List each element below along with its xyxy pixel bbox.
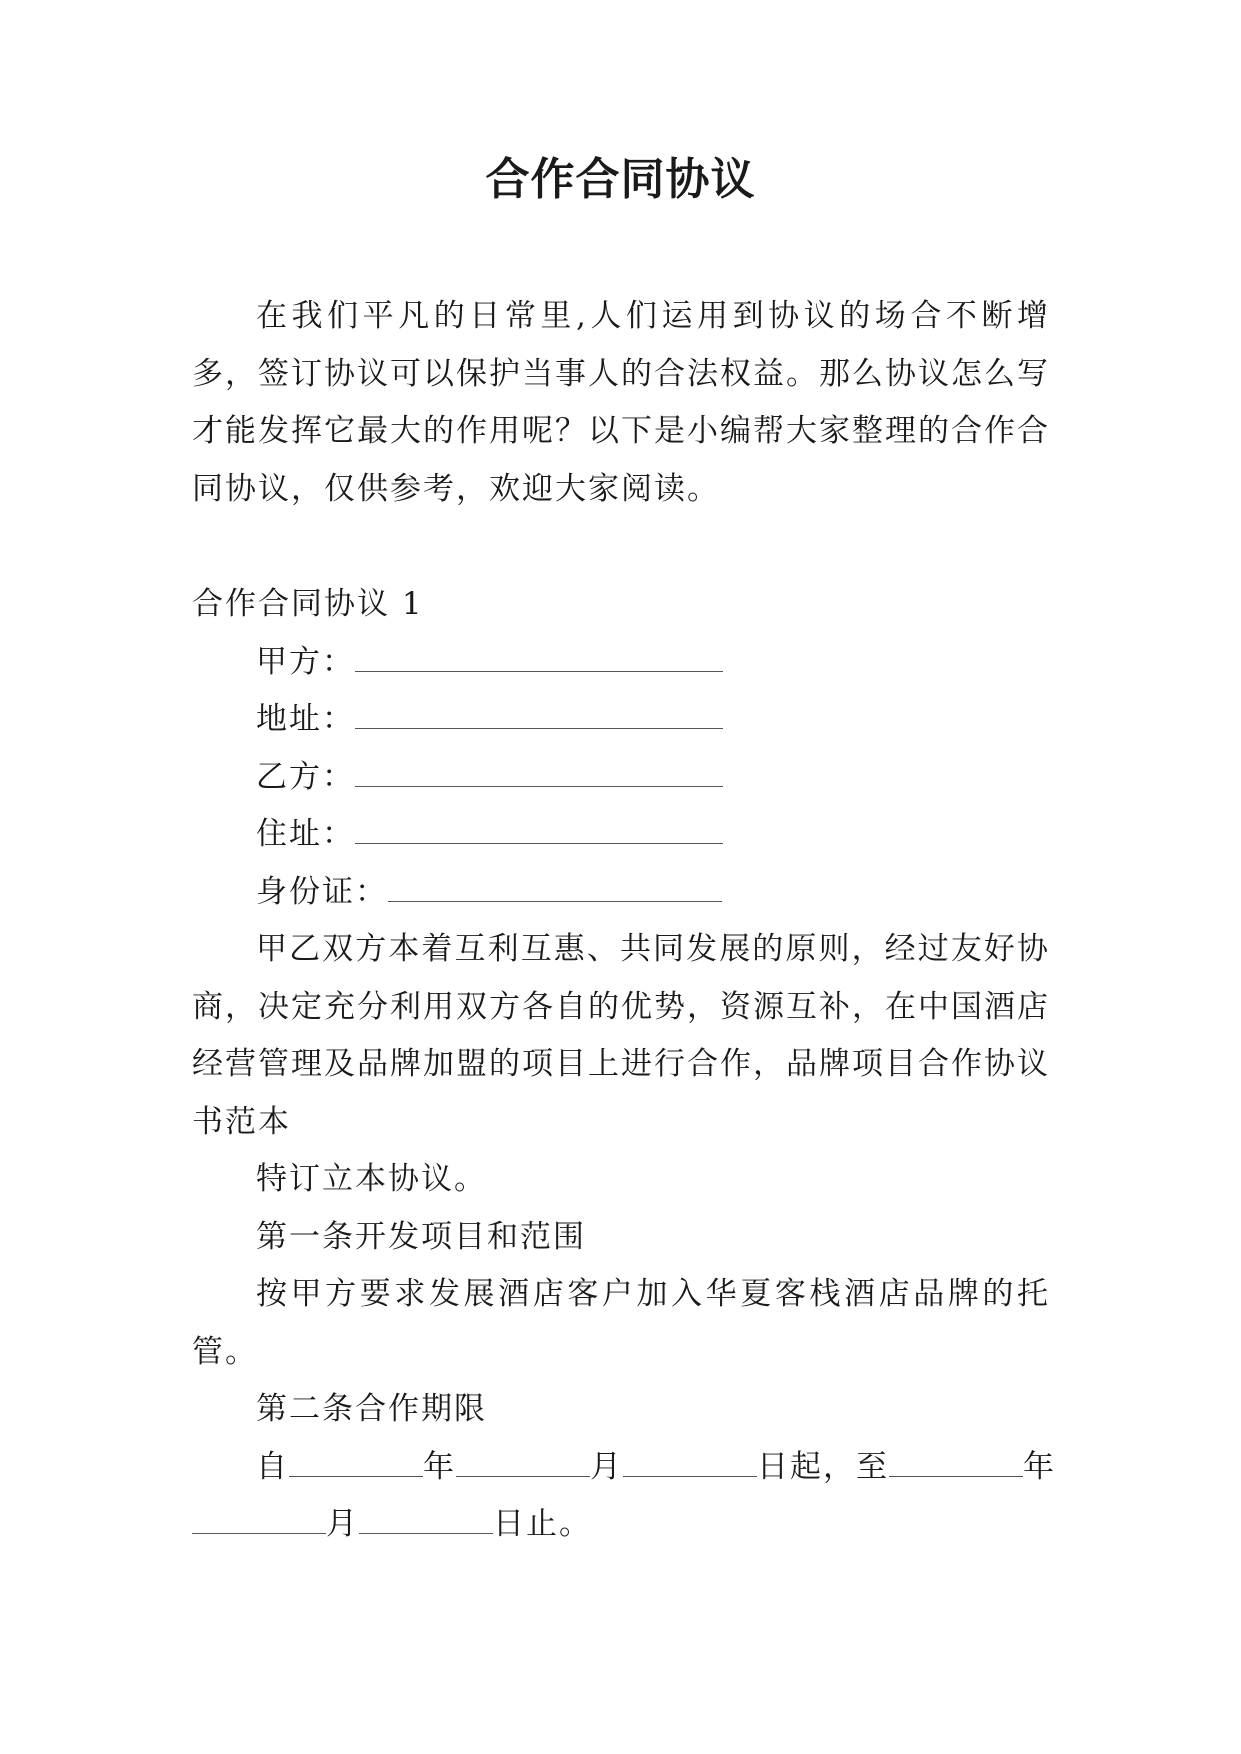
party-a-label: 甲方： (256, 643, 355, 680)
end-month-blank (192, 1513, 326, 1534)
party-b-field (192, 749, 1050, 807)
date-month-label: 月 (590, 1448, 623, 1485)
intro-paragraph: 在我们平凡的日常里,人们运用到协议的场合不断增多，签订协议可以保护当事人的合法权益。那么协议怎么写才能发挥它最大的作用呢？以下是小编帮大家整理的合作合同协议，仅供参考，欢迎大家阅读。 (192, 298, 1050, 507)
date-year-label: 年 (423, 1448, 456, 1485)
start-year-blank (289, 1456, 423, 1477)
start-day-blank (623, 1456, 757, 1477)
preamble-paragraph: 甲乙双方本着互利互惠、共同发展的原则，经过友好协商，决定充分利用双方各自的优势，资源互补，在中国酒店经营管理及品牌加盟的项目上进行合作，品牌项目合作协议书范本 (192, 931, 1050, 1140)
article1-body: 按甲方要求发展酒店客户加入华夏客栈酒店品牌的托管。 (192, 1276, 1050, 1370)
date-year2-label: 年 (1023, 1448, 1056, 1485)
id-card-blank (388, 881, 722, 902)
party-b-blank (355, 766, 723, 787)
id-card-field (192, 864, 1050, 922)
address-field (192, 691, 1050, 749)
intro-section (192, 288, 1050, 518)
document-title: 合作合同协议 (485, 154, 756, 205)
residence-blank (355, 823, 723, 844)
article1-title: 第一条开发项目和范围 (256, 1218, 586, 1255)
date-month2-label: 月 (326, 1506, 359, 1542)
party-b-label: 乙方： (256, 758, 355, 795)
address-blank (355, 708, 723, 729)
section-heading: 合作合同协议 1 (192, 586, 424, 622)
date-line-start (192, 1439, 1056, 1497)
id-card-label: 身份证： (256, 873, 388, 910)
address-label: 地址： (256, 701, 355, 737)
start-month-blank (456, 1456, 590, 1477)
date-day-start-label: 日起，至 (757, 1448, 889, 1485)
end-day-blank (359, 1513, 493, 1534)
article2-title: 第二条合作期限 (256, 1391, 487, 1427)
end-year-blank (889, 1456, 1023, 1477)
party-a-field (192, 634, 1050, 692)
party-a-blank (355, 651, 723, 672)
sign-statement: 特订立本协议。 (256, 1161, 487, 1197)
date-from-label: 自 (256, 1448, 289, 1485)
residence-label: 住址： (256, 816, 355, 852)
date-day-end-label: 日止。 (493, 1506, 592, 1542)
date-line-end (192, 1496, 1050, 1554)
contract-section (192, 576, 1056, 1554)
residence-field (192, 806, 1050, 864)
